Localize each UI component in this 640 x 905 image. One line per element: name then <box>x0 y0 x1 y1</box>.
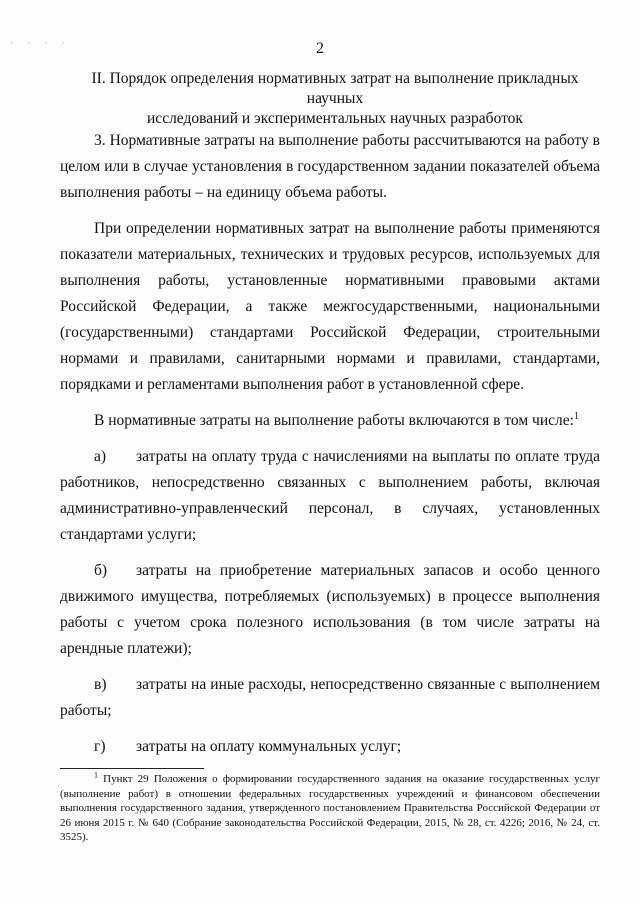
paragraph-includes <box>60 408 600 434</box>
footnote <box>60 772 600 845</box>
list-marker: а) <box>94 448 107 465</box>
page-number: 2 <box>316 40 324 57</box>
list-item-text: затраты на иные расходы, непосредственно связанные с выполнением работы; <box>60 676 600 719</box>
section-heading-line-1: II. Порядок определения нормативных затрат на выполнение прикладных научных <box>91 70 579 107</box>
paragraph-3-norm-costs: 3. Нормативные затраты на выполнение работы рассчитываются на работу в целом или в случае установления в государственном задании показателей объема выполнения работы – на единицу объема работы. <box>60 132 600 201</box>
footnote-mark: 1 <box>94 770 98 780</box>
paragraph-determination: При определении нормативных затрат на выполнение работы применяются показатели материальных, технических и трудовых ресурсов, используемых для выполнения работы, установленные нормативными правовыми актами Российской Федерации, а также межгосударственными, национальными (государственными) стандартами Российской Федерации, строительными нормами и правилами, санитарными нормами и правилами, стандартами, порядками и регламентами выполнения работ в установленной сфере. <box>60 220 600 393</box>
list-marker: б) <box>94 562 108 579</box>
list-item-b <box>60 558 600 662</box>
list-item-text: затраты на оплату коммунальных услуг; <box>136 738 402 755</box>
paragraph-includes-text: В нормативные затраты на выполнение работы включаются в том числе: <box>94 412 574 429</box>
list-item-g <box>60 734 600 760</box>
section-heading-line-2: исследований и экспериментальных научных разработок <box>147 110 523 127</box>
list-marker: г) <box>94 738 106 755</box>
footnote-text: Пункт 29 Положения о формировании государственного задания на оказание государственных услуг (выполнение работ) в отношении федеральных государственных учреждений и финансовом обеспечении выполнения государственного задания, утвержденного постановлением Правительства Российской Федерации от 26 июня 2015 г. № 640 (Собрание законодательства Российской Федерации, 2015, № 28, ст. 4226; 2016, № 24, ст. 3525). <box>60 773 600 843</box>
scan-artifact-dots: · · · · <box>10 38 71 48</box>
footnote-divider <box>60 768 204 769</box>
section-heading <box>70 69 600 129</box>
list-item-text: затраты на приобретение материальных запасов и особо ценного движимого имущества, потребляемых (используемых) в процессе выполнения работы с учетом срока полезного использования (в том числе затраты на арендные платежи); <box>60 562 600 657</box>
list-item-text: затраты на оплату труда с начислениями на выплаты по оплате труда работников, непосредственно связанных с выполнением работы, включая административно-управленческий персонал, в случаях, установленных стандартами услуги; <box>60 448 600 543</box>
list-item-a <box>60 444 600 548</box>
list-item-v <box>60 672 600 724</box>
footnote-reference: 1 <box>573 410 579 422</box>
body-text <box>60 128 600 760</box>
list-marker: в) <box>94 676 107 693</box>
